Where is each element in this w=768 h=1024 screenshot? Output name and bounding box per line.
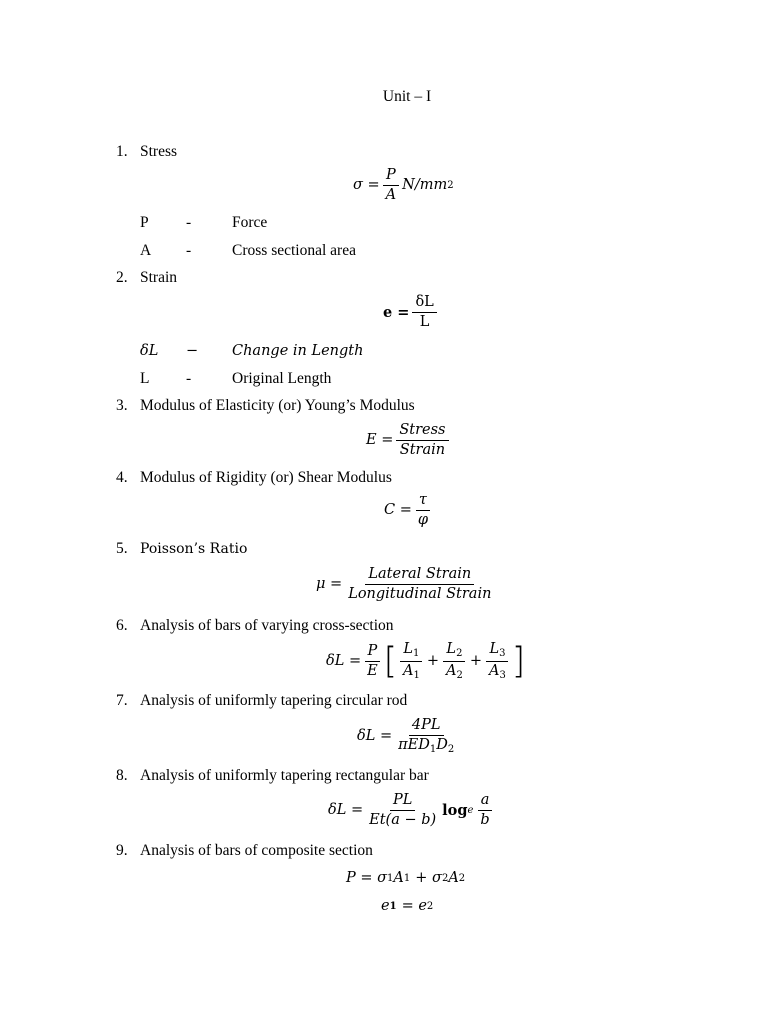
denominator: E (367, 662, 378, 679)
numerator: P (383, 167, 399, 186)
equation-circular (357, 717, 460, 755)
fraction (364, 643, 381, 679)
numerator: Stress (396, 422, 448, 441)
plus-sign: + (469, 653, 483, 669)
equation-composite-strain (381, 898, 433, 914)
eq-lhs: μ = (316, 576, 343, 593)
section-number: 5. (116, 540, 128, 557)
fraction (396, 422, 448, 458)
plus-sign: + (426, 653, 439, 669)
section-number: 3. (116, 397, 128, 414)
def-dash: - (186, 214, 192, 231)
equation-young (366, 422, 452, 458)
fraction-2 (443, 641, 466, 681)
subscript: 2 (456, 648, 463, 659)
denominator: A (385, 186, 397, 203)
numerator: L (446, 641, 457, 657)
fraction (366, 792, 439, 828)
plus-term: + σ (415, 870, 442, 886)
def-symbol: A (140, 242, 152, 259)
right-bracket: ] (511, 640, 526, 682)
eq-lhs: σ = (353, 177, 380, 194)
subscript: 1 (413, 648, 420, 659)
unit: N/mm (402, 177, 448, 194)
numerator: L (489, 641, 500, 657)
subscript: 1 (403, 872, 411, 884)
section-number: 7. (116, 692, 128, 709)
fraction-3 (486, 641, 509, 681)
denominator: Longitudinal Strain (348, 585, 492, 602)
section-heading-stress: Stress (140, 143, 178, 160)
log-operator: log (442, 801, 468, 819)
subscript: 1 (387, 872, 394, 884)
numerator: a (478, 792, 493, 811)
subscript: 1 (389, 900, 397, 912)
denominator: φ (417, 511, 429, 528)
equals-e: = e (401, 898, 427, 914)
section-number: 8. (116, 767, 128, 784)
def-symbol: δL (140, 343, 159, 359)
denominator: Strain (399, 441, 446, 458)
eq-lhs: δL = (326, 653, 362, 669)
eq-lhs: P = σ (346, 870, 388, 886)
denominator: L (419, 313, 430, 330)
subscript: 2 (441, 872, 449, 884)
section-heading-shear: Modulus of Rigidity (or) Shear Modulus (140, 469, 392, 486)
equation-stress (353, 167, 454, 203)
numerator: P (365, 643, 381, 662)
fraction (412, 294, 436, 330)
equation-shear (384, 492, 434, 528)
subscript: 2 (458, 872, 466, 884)
equation-poisson (316, 566, 497, 602)
def-text: Cross sectional area (232, 242, 356, 259)
section-heading-circular: Analysis of uniformly tapering circular rod (140, 692, 408, 709)
numerator: PL (390, 792, 415, 811)
equation-strain (383, 294, 440, 330)
area: A (448, 870, 459, 886)
def-symbol: P (140, 214, 149, 231)
page-title: Unit – I (382, 88, 432, 105)
section-number: 2. (116, 269, 128, 286)
denominator-d: D (436, 736, 448, 753)
eq-lhs: δL = (357, 728, 393, 745)
section-heading-rectangular: Analysis of uniformly tapering rectangular bar (140, 767, 429, 784)
section-number: 6. (116, 617, 128, 634)
denominator: A (402, 662, 414, 679)
numerator: L (403, 641, 414, 657)
subscript: 3 (499, 648, 506, 659)
strain-e: e (381, 898, 390, 914)
fraction (415, 492, 431, 528)
equation-rectangular (328, 792, 496, 828)
def-dash: − (186, 343, 199, 359)
area: A (393, 870, 404, 886)
section-heading-varying: Analysis of bars of varying cross-section (140, 617, 394, 634)
numerator: δL (412, 294, 436, 313)
def-text: Force (232, 214, 268, 231)
section-heading-strain: Strain (140, 269, 178, 286)
section-number: 4. (116, 469, 128, 486)
def-dash: - (186, 242, 192, 259)
eq-lhs: δL = (328, 802, 364, 819)
denominator: A (489, 662, 500, 679)
eq-lhs: E = (366, 432, 394, 449)
subscript: 2 (426, 900, 434, 912)
section-heading-composite: Analysis of bars of composite section (140, 842, 373, 859)
def-text: Original Length (232, 370, 332, 387)
denominator: A (446, 662, 457, 679)
fraction-1 (400, 641, 423, 681)
section-number: 1. (116, 143, 128, 160)
log-base: e (467, 804, 474, 816)
denominator: πED (398, 736, 430, 753)
eq-lhs: e = (383, 303, 410, 321)
subscript: 1 (413, 669, 420, 681)
def-dash: - (186, 370, 192, 387)
equation-composite-load (346, 870, 465, 886)
numerator: Lateral Strain (365, 566, 474, 585)
numerator: 4PL (409, 717, 444, 736)
fraction (395, 717, 457, 755)
def-symbol: L (140, 370, 150, 387)
fraction (383, 167, 399, 203)
subscript: 3 (499, 669, 506, 681)
section-heading-poisson: Poisson’s Ratio (140, 541, 248, 557)
subscript: 2 (447, 743, 455, 755)
unit-exponent: 2 (447, 179, 454, 191)
left-bracket: [ (383, 640, 397, 682)
eq-lhs: C = (384, 502, 412, 519)
equation-varying (326, 641, 525, 681)
numerator: τ (416, 492, 430, 511)
fraction (345, 566, 494, 602)
subscript: 2 (456, 669, 463, 681)
section-number: 9. (116, 842, 128, 859)
denominator: Et(a − b) (369, 811, 437, 828)
def-text: Change in Length (232, 343, 364, 359)
subscript: 1 (429, 743, 437, 755)
section-heading-young: Modulus of Elasticity (or) Young’s Modulus (140, 397, 415, 414)
fraction-ab (477, 792, 492, 828)
denominator: b (480, 811, 490, 828)
